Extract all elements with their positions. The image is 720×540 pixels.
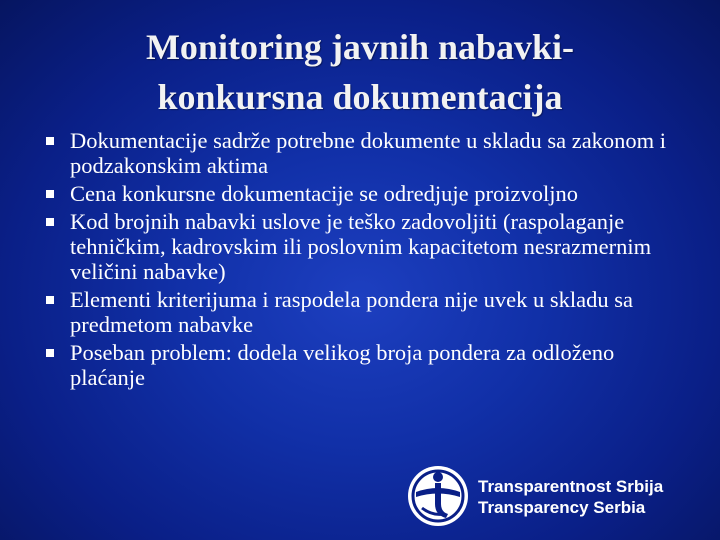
bullet-item-conditions <box>44 209 684 284</box>
bullet-item-criteria <box>44 287 684 337</box>
square-bullet-icon <box>46 190 54 198</box>
bullet-list <box>44 128 684 393</box>
bullet-text: Cena konkursne dokumentacije se odredjuje proizvoljno <box>70 181 578 206</box>
slide-title <box>60 22 660 122</box>
bullet-text: Kod brojnih nabavki uslove je teško zadovoljiti (raspolaganje tehničkim, kadrovskim ili poslovnim kapacitetom nesrazmernim veličini nabavke) <box>70 209 652 284</box>
bullet-item-deferred-payment <box>44 340 684 390</box>
square-bullet-icon <box>46 218 54 226</box>
square-bullet-icon <box>46 296 54 304</box>
slide-title-line-2: konkursna dokumentacija <box>157 77 563 117</box>
logo-line-serbian: Transparentnost Srbija <box>478 477 664 496</box>
logo-text <box>478 476 663 518</box>
slide-title-line-1: Monitoring javnih nabavki- <box>145 27 575 67</box>
transparency-serbia-logo <box>406 464 696 528</box>
square-bullet-icon <box>46 349 54 357</box>
bullet-text: Dokumentacije sadrže potrebne dokumente u skladu sa zakonom i podzakonskim aktima <box>70 128 667 178</box>
transparency-globe-icon <box>406 464 470 528</box>
bullet-text: Elementi kriterijuma i raspodela pondera nije uvek u skladu sa predmetom nabavke <box>70 287 633 337</box>
logo-line-english: Transparency Serbia <box>478 498 646 517</box>
bullet-text: Poseban problem: dodela velikog broja pondera za odloženo plaćanje <box>70 340 615 390</box>
bullet-item-documents <box>44 128 684 178</box>
bullet-item-price <box>44 181 684 206</box>
square-bullet-icon <box>46 137 54 145</box>
